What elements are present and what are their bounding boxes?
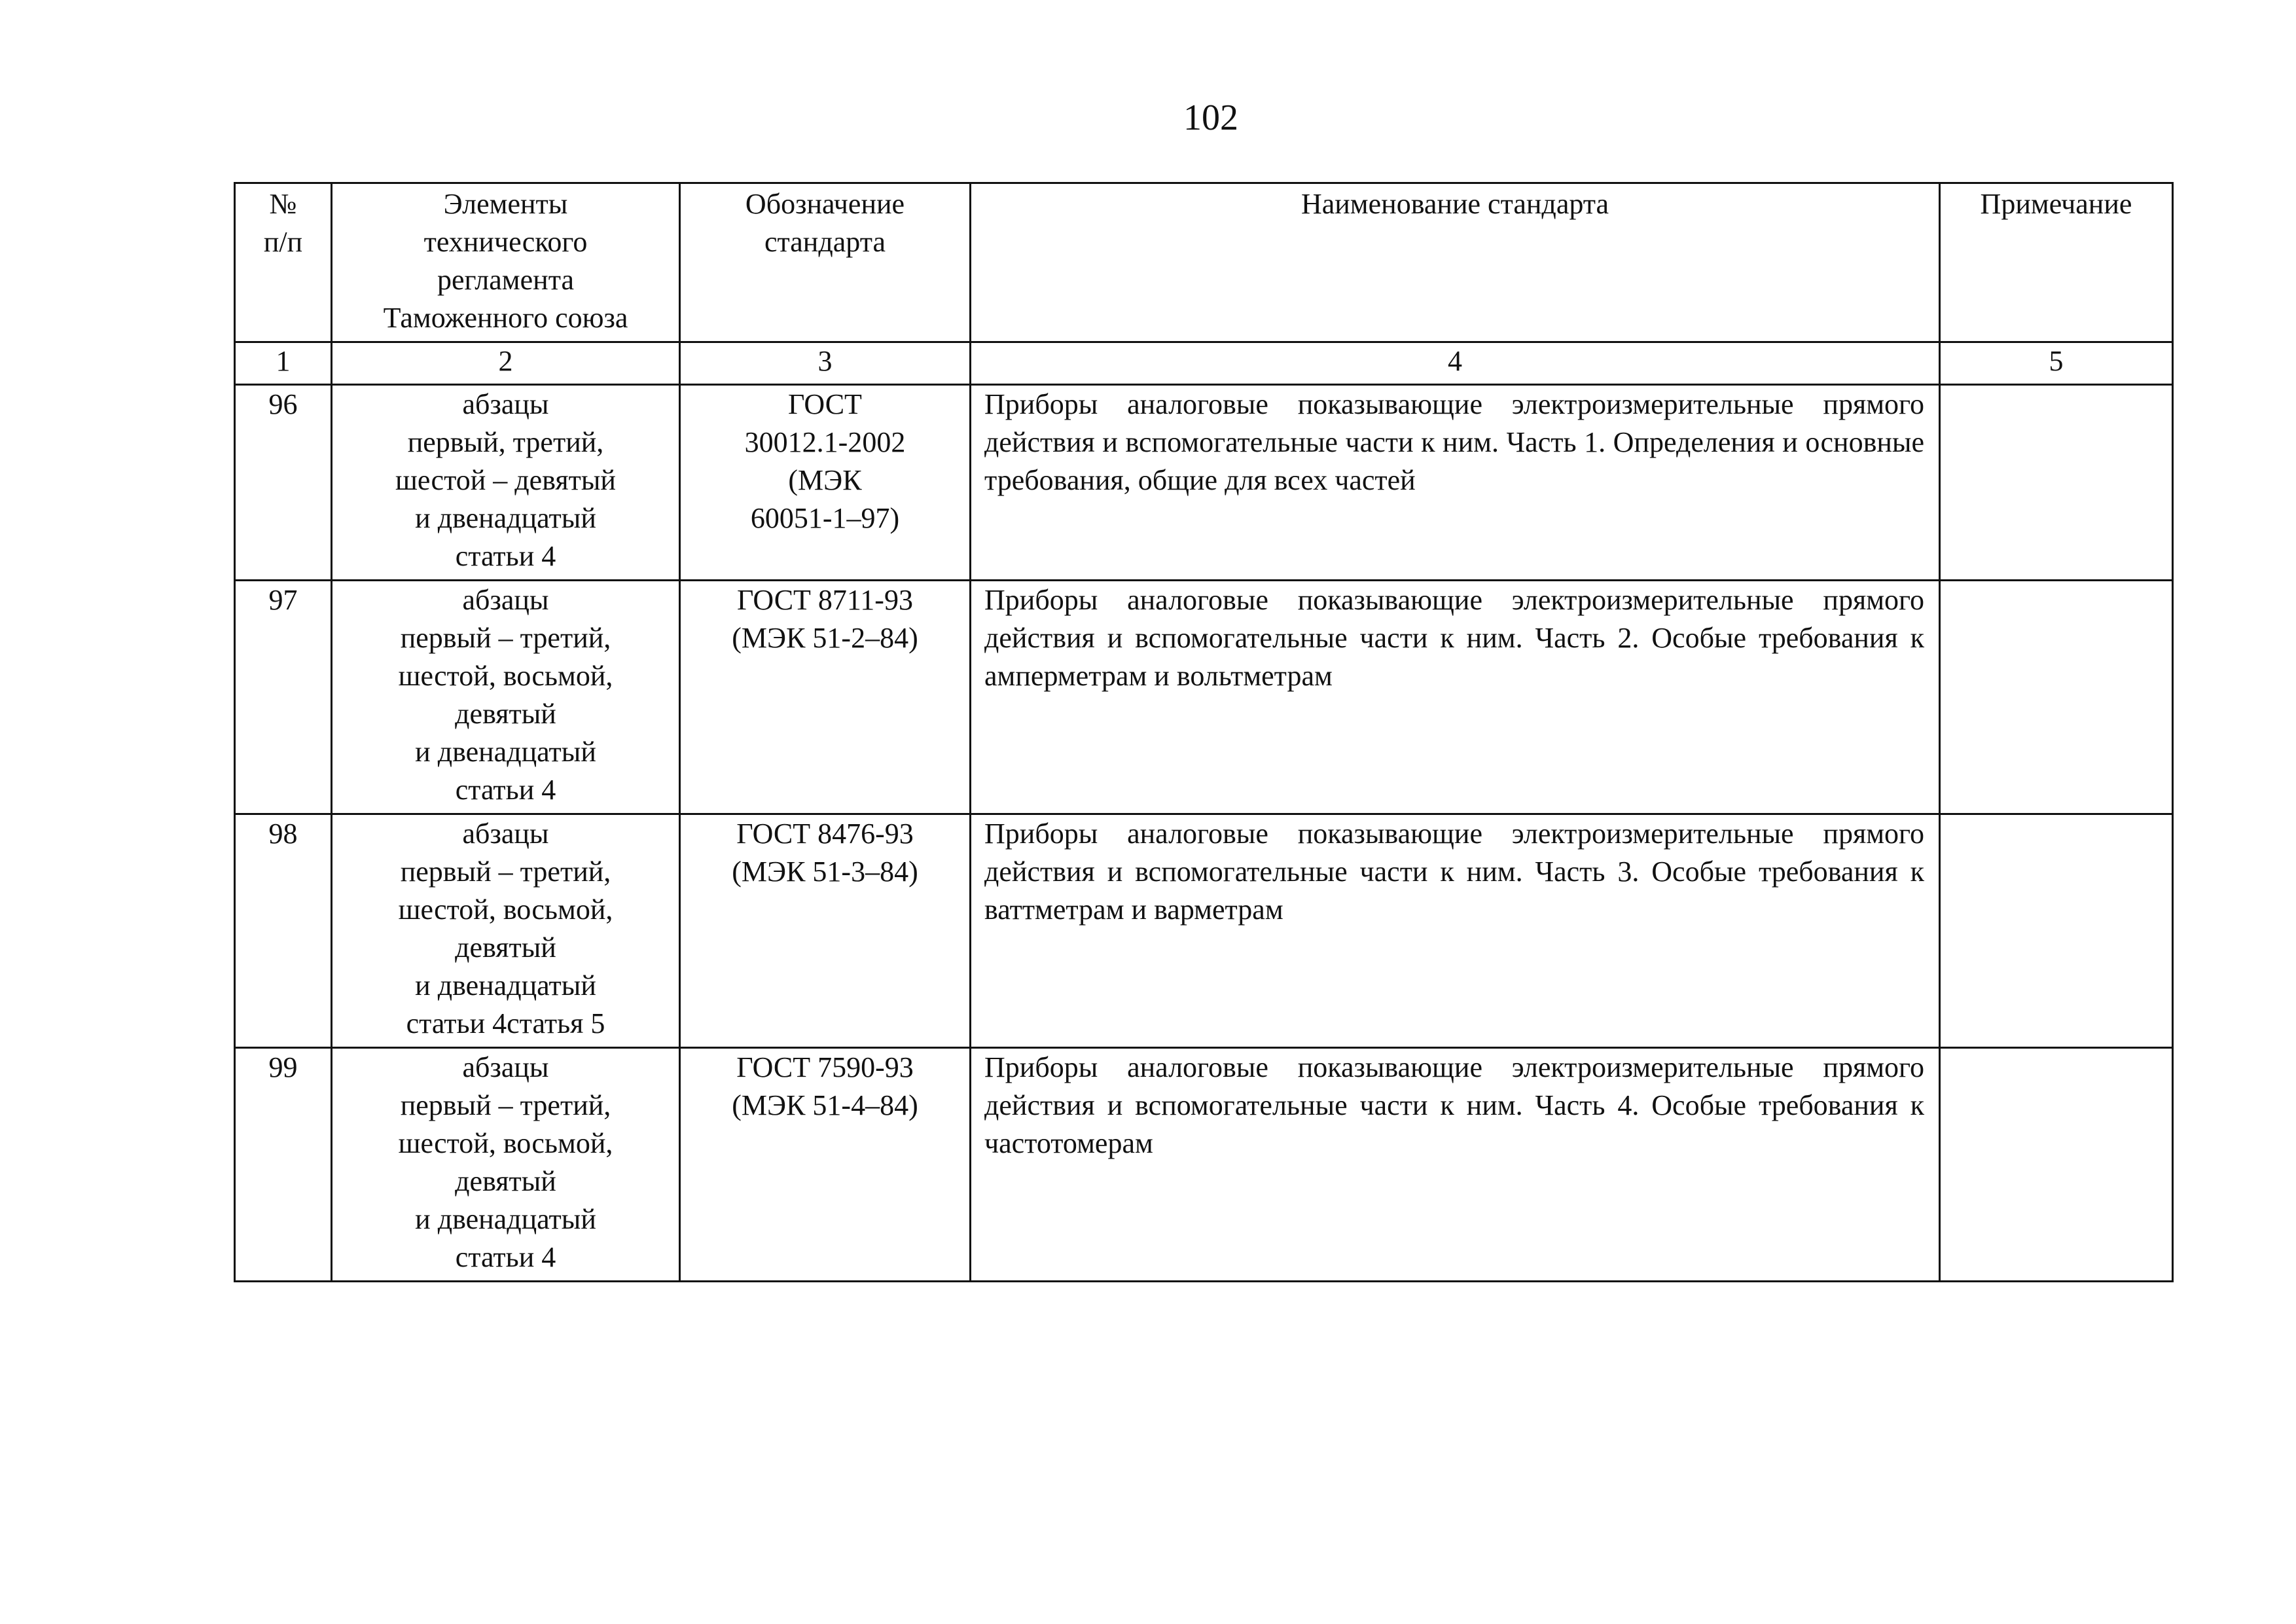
row-standard-code: ГОСТ 30012.1-2002 (МЭК 60051-1–97): [680, 385, 971, 581]
column-number: 5: [1940, 342, 2173, 385]
row-standard-name: Приборы аналоговые показывающие электроизмерительные прямого действия и вспомогательные части к ним. Часть 2. Особые требования к амперметрам и вольтметрам: [971, 581, 1940, 814]
row-note: [1940, 814, 2173, 1048]
row-elements: абзацы первый – третий, шестой, восьмой, девятый и двенадцатый статьи 4: [332, 1048, 680, 1282]
row-number: 99: [235, 1048, 332, 1282]
row-number: 96: [235, 385, 332, 581]
row-elements: абзацы первый – третий, шестой, восьмой, девятый и двенадцатый статьи 4статья 5: [332, 814, 680, 1048]
row-standard-name: Приборы аналоговые показывающие электроизмерительные прямого действия и вспомогательные части к ним. Часть 3. Особые требования к ваттметрам и варметрам: [971, 814, 1940, 1048]
row-elements: абзацы первый, третий, шестой – девятый и двенадцатый статьи 4: [332, 385, 680, 581]
header-num: № п/п: [235, 183, 332, 342]
table-header-row: [235, 183, 2173, 342]
header-name: Наименование стандарта: [971, 183, 1940, 342]
row-number: 97: [235, 581, 332, 814]
row-note: [1940, 1048, 2173, 1282]
table-row: [235, 581, 2173, 814]
row-standard-code: ГОСТ 8711-93 (МЭК 51-2–84): [680, 581, 971, 814]
header-elements: Элементы технического регламента Таможенного союза: [332, 183, 680, 342]
row-note: [1940, 581, 2173, 814]
header-note: Примечание: [1940, 183, 2173, 342]
row-note: [1940, 385, 2173, 581]
column-number: 4: [971, 342, 1940, 385]
row-elements: абзацы первый – третий, шестой, восьмой, девятый и двенадцатый статьи 4: [332, 581, 680, 814]
row-number: 98: [235, 814, 332, 1048]
column-number-row: [235, 342, 2173, 385]
table-row: [235, 814, 2173, 1048]
column-number: 1: [235, 342, 332, 385]
column-number: 3: [680, 342, 971, 385]
row-standard-name: Приборы аналоговые показывающие электроизмерительные прямого действия и вспомогательные части к ним. Часть 4. Особые требования к частотомерам: [971, 1048, 1940, 1282]
page-number: 102: [1183, 98, 1238, 138]
header-code: Обозначение стандарта: [680, 183, 971, 342]
table-row: [235, 385, 2173, 581]
column-number: 2: [332, 342, 680, 385]
row-standard-code: ГОСТ 7590-93 (МЭК 51-4–84): [680, 1048, 971, 1282]
row-standard-name: Приборы аналоговые показывающие электроизмерительные прямого действия и вспомогательные части к ним. Часть 1. Определения и основные требования, общие для всех частей: [971, 385, 1940, 581]
table-row: [235, 1048, 2173, 1282]
standards-table: [234, 182, 2174, 1282]
row-standard-code: ГОСТ 8476-93 (МЭК 51-3–84): [680, 814, 971, 1048]
